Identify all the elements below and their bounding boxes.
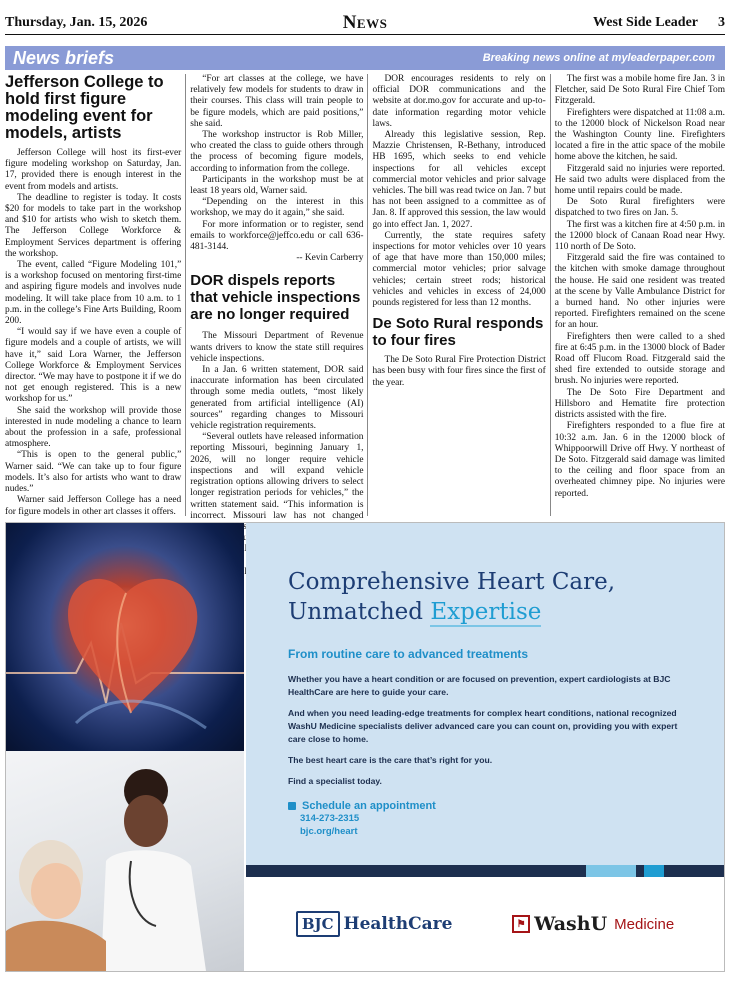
article-columns: [5, 73, 725, 521]
washu-medicine-logo: [512, 913, 674, 935]
ad-title-line1: Comprehensive Heart Care,: [288, 569, 616, 595]
heart-care-ad[interactable]: [5, 522, 725, 972]
bjc-healthcare-logo: [296, 911, 453, 937]
news-briefs-banner: [5, 46, 725, 70]
washu-logo-sub: Medicine: [614, 915, 675, 933]
article2-paragraph: “Several outlets have released information reporting Missouri, beginning January 1, 2026, will no longer require vehicle inspections and will expand vehicle registration options allowing drivers to select longer registration periods for vehicles,” the written statement said. “This information is incorrect. Missouri law has not changed: [190, 432, 364, 521]
stripe-segment: [664, 865, 724, 877]
article2-paragraph: The Missouri Department of Revenue wants drivers to know the state still requires vehicle inspections.: [190, 331, 364, 364]
ad-cta[interactable]: [288, 800, 694, 838]
shield-icon: ⚑: [512, 915, 530, 933]
column-3: [367, 74, 549, 516]
ad-url[interactable]: bjc.org/heart: [300, 826, 358, 837]
article3-paragraph: The first was a kitchen fire at 4:50 p.m. in the 12000 block of Canaan Road near Hwy. 110 north of De Soto.: [554, 219, 725, 253]
doctor-patient-photo: [6, 751, 244, 971]
heart-illustration: [6, 523, 244, 751]
bjc-logo-mark: BJC: [296, 911, 340, 937]
column-4: [550, 74, 725, 516]
article3-paragraph: De Soto Rural firefighters were dispatched to two fires on Jan. 5.: [554, 197, 725, 219]
ad-copy-panel: [246, 523, 724, 877]
article3-paragraph: The first was a mobile home fire Jan. 3 in Fletcher, said De Soto Rural Fire Chief Tom Fitzgerald.: [554, 74, 725, 107]
article1-paragraph: “This is open to the general public,” Warner said. “We can take up to four figure models. It’s also for artists who want to draw nudes.”: [5, 450, 182, 495]
section-name: News: [342, 12, 388, 33]
article2-headline: DOR dispels reports that vehicle inspections are no longer required: [190, 272, 361, 324]
article3-paragraph: The De Soto Fire Department and Hillsboro and Hematite fire protection districts assisted with the fire.: [554, 387, 725, 421]
article1-paragraph: “For art classes at the college, we have relatively few models for students to draw in their courses. This class will train people to be figure models, which are paid positions,” she said.: [190, 74, 364, 129]
doctor-patient-graphic: [6, 751, 244, 971]
article1-paragraph: Warner said Jefferson College has a need for figure models in other art classes it offers.: [5, 495, 182, 517]
banner-label: News briefs: [13, 47, 115, 68]
article1-paragraph: She said the workshop will provide those interested in nude modeling a chance to learn about the profession in a safe, professional atmosphere.: [5, 405, 182, 450]
article1-paragraph: The event, called “Figure Modeling 101,” is a workshop focused on mentoring first-time and aspiring figure models and involves nude modeling. It will take place from 10 a.m. to 1 p.m. in the college’s Fine Arts Building, Room 200.: [5, 260, 182, 327]
article1-paragraph: Participants in the workshop must be at least 18 years old, Warner said.: [190, 174, 364, 197]
bjc-logo-text: HealthCare: [343, 914, 453, 934]
column-2: [185, 74, 367, 521]
article3-headline: De Soto Rural responds to four fires: [372, 315, 544, 350]
heart-graphic: [6, 523, 244, 751]
article3-paragraph: Firefighters were dispatched at 11:08 a.m. to the 12000 block of Nickelson Road near the Washington County line. Firefighters located a fire in the attic space of the mobile home above the kitchen, he said.: [554, 107, 725, 163]
masthead: [5, 12, 725, 34]
issue-date: Thursday, Jan. 15, 2026: [5, 15, 148, 30]
ad-phone[interactable]: 314-273-2315: [300, 813, 360, 824]
masthead-right: [593, 15, 725, 31]
article1-paragraph: “Depending on the interest in this workshop, we may do it again,” she said.: [190, 197, 364, 219]
article2-paragraph: DOR encourages residents to rely on official DOR communications and the website at dor.mo.gov for accurate and up-to-date information regarding motor vehicle laws.: [372, 74, 546, 129]
article3-paragraph: Firefighters then were called to a shed fire at 6:45 p.m. in the 13000 block of Bader Road off Flucom Road. Fitzgerald said the shed fire extended to outside storage and brush. No injuries were reported.: [554, 331, 725, 387]
ad-title-line2: [288, 597, 694, 627]
ad-paragraph: The best heart care is the care that’s right for you.: [288, 755, 493, 765]
article3-paragraph: Fitzgerald said no injuries were reported. He said two adults were displaced from the home until repairs could be made.: [554, 163, 725, 197]
ad-title-accent: Expertise: [430, 599, 542, 625]
stripe-segment: [636, 865, 644, 877]
ad-paragraph: Find a specialist today.: [288, 776, 382, 786]
article1-paragraph: “I would say if we have even a couple of figure models and a couple of artists, we will have it,” said Lora Warner, the Jefferson College Workforce & Employment Services director. “We may have to postpone it if we do not get enough registered. This is a new workshop for us.”: [5, 327, 182, 405]
article1-paragraph: For more information or to register, send emails to workforce@jeffco.edu or call 636-481-3144.: [190, 219, 364, 253]
article1-paragraph: Jefferson College will host its first-ever figure modeling workshop on Saturday, Jan. 17, provided there is enough interest in the event from models and artists.: [5, 148, 182, 192]
paper-name: West Side Leader: [593, 15, 698, 30]
cta-label: Schedule an appointment: [302, 800, 436, 812]
stripe-segment: [644, 865, 664, 877]
article3-paragraph: Firefighters responded to a flue fire at 10:32 a.m. Jan. 6 in the 12000 block of Whippoorwill Drive off Hwy. Y northeast of De Soto. Fitzgerald said damage was limited to the ceiling and floor space from an overheated chimney pipe. No injuries were reported.: [554, 421, 725, 499]
article3-paragraph: The De Soto Rural Fire Protection District has been busy with four fires since the first of the year.: [372, 355, 546, 388]
stripe-segment: [586, 865, 636, 877]
ad-title: [288, 567, 694, 627]
ad-subtitle: From routine care to advanced treatments: [288, 647, 529, 661]
article2-paragraph: Already this legislative session, Rep. Mazzie Christensen, R-Bethany, introduced HB 1695, which seeks to end vehicle inspections for all vehicles except commercial motor vehicles and prior salvage vehicles. The bill was read twice on Jan. 7 but has not been assigned to a committee as of Jan. 8. If approved this session, the law would go into effect Jan. 1, 2027.: [372, 130, 546, 230]
article3-paragraph: Fitzgerald said the fire was contained to the kitchen with smoke damage throughout the house. He said one resident was treated at the scene by Valle Ambulance District for a burned hand. No other injuries were reported. Firefighters remained on the scene for an hour.: [554, 253, 725, 331]
article2-paragraph: Currently, the state requires safety inspections for motor vehicles over 10 years of age that have more than 150,000 miles; commercial motor vehicles; prior salvage vehicles; certain street rods; historical vehicles and vehicles in excess of 24,000 pounds registered for less than 12 months.: [372, 230, 546, 309]
banner-link[interactable]: Breaking news online at myleaderpaper.com: [482, 52, 715, 64]
washu-logo-name: WashU: [534, 913, 608, 935]
ad-color-stripe: [246, 865, 724, 877]
ad-title-line2-a: Unmatched: [288, 599, 431, 625]
ad-paragraph: And when you need leading-edge treatments for complex heart conditions, national recognized WashU Medicine specialists deliver advanced care you can count on, providing you with expert care close to home.: [288, 708, 678, 744]
schedule-appointment-link[interactable]: [288, 800, 694, 812]
ad-paragraph: Whether you have a heart condition or are focused on prevention, expert cardiologists at BJC HealthCare are here to guide your care.: [288, 674, 671, 697]
ad-logos: [246, 877, 724, 971]
page-number: 3: [718, 15, 725, 30]
article1-paragraph: The deadline to register is today. It costs $20 for models to take part in the workshop and $10 for artists who wish to sketch them. The Jefferson College Workforce & Employment Services department is offering the workshop.: [5, 192, 182, 259]
article2-paragraph: In a Jan. 6 written statement, DOR said inaccurate information has been circulated through some media outlets, “most likely generated from artificial intelligence (AI) sources” regarding changes to Missouri vehicle registration requirements.: [190, 365, 364, 432]
article1-byline: -- Kevin Carberry: [296, 253, 364, 264]
calendar-icon: [288, 802, 296, 810]
stripe-segment: [246, 865, 586, 877]
masthead-rule: [5, 34, 725, 35]
article1-headline: Jefferson College to hold first figure modeling event for models, artists: [5, 73, 164, 142]
column-1: [5, 74, 185, 516]
article1-paragraph: The workshop instructor is Rob Miller, who created the class to guide others through the process of becoming figure models, according to information from the college.: [190, 130, 364, 174]
